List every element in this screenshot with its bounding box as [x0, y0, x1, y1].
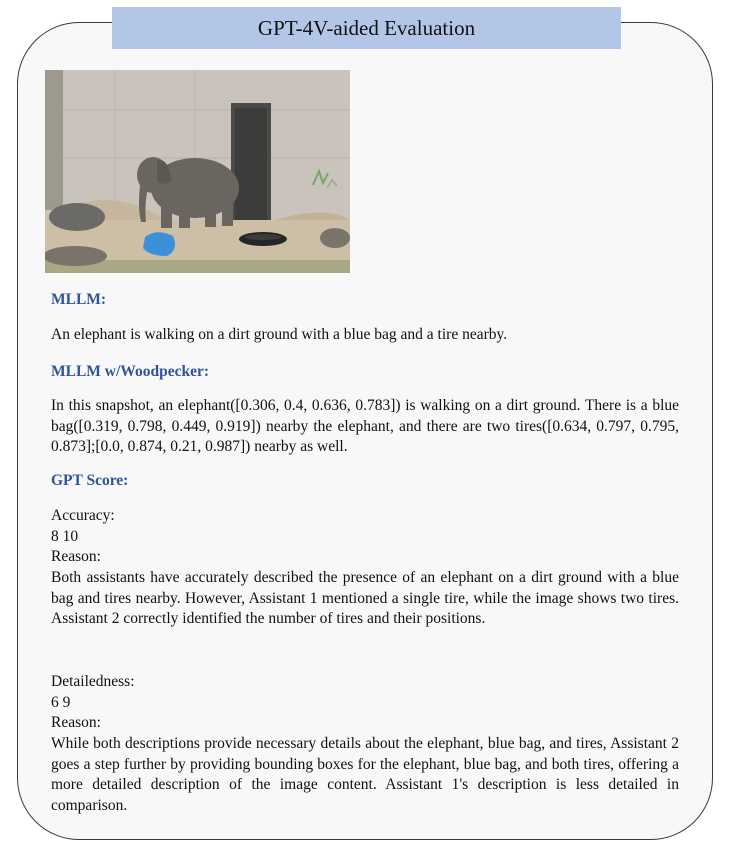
detailedness-scores: 6 9 [51, 694, 71, 711]
accuracy-reason: Both assistants have accurately described the presence of an elephant on a dirt ground with a blue bag and tires nearby. However, Assistant 1 mentioned a single tire, while the image shows two tires. Assistant 2 correctly identified the number of tires and their positions. [51, 569, 679, 628]
accuracy-label: Accuracy: [51, 507, 115, 524]
accuracy-scores: 8 10 [51, 528, 79, 545]
detailedness-label: Detailedness: [51, 673, 135, 690]
elephant-photo [45, 70, 350, 273]
detailedness-reason: While both descriptions provide necessary details about the elephant, blue bag, and tires, Assistant 2 goes a step further by providing bounding boxes for the elephant, blue bag, and both tires, offering a more detailed description of the image content. Assistant 1's description is less detailed in comparison. [51, 735, 679, 814]
detailedness-reason-label: Reason: [51, 714, 101, 731]
gpt-score-heading: GPT Score: [51, 472, 129, 489]
woodpecker-heading: MLLM w/Woodpecker: [51, 363, 209, 380]
mllm-text: An elephant is walking on a dirt ground with a blue bag and a tire nearby. [51, 326, 508, 343]
mllm-heading: MLLM: [51, 291, 107, 308]
page-title: GPT-4V-aided Evaluation [257, 15, 476, 40]
accuracy-reason-label: Reason: [51, 548, 101, 565]
woodpecker-text: In this snapshot, an elephant([0.306, 0.4, 0.636, 0.783]) is walking on a dirt ground. There is a blue bag([0.319, 0.798, 0.449, 0.919]) nearby the elephant, and there are two tires([0.634, 0.797, 0.795, 0.873];[0.0, 0.874, 0.21, 0.987]) nearby as well. [51, 397, 679, 456]
title-banner [112, 7, 621, 49]
